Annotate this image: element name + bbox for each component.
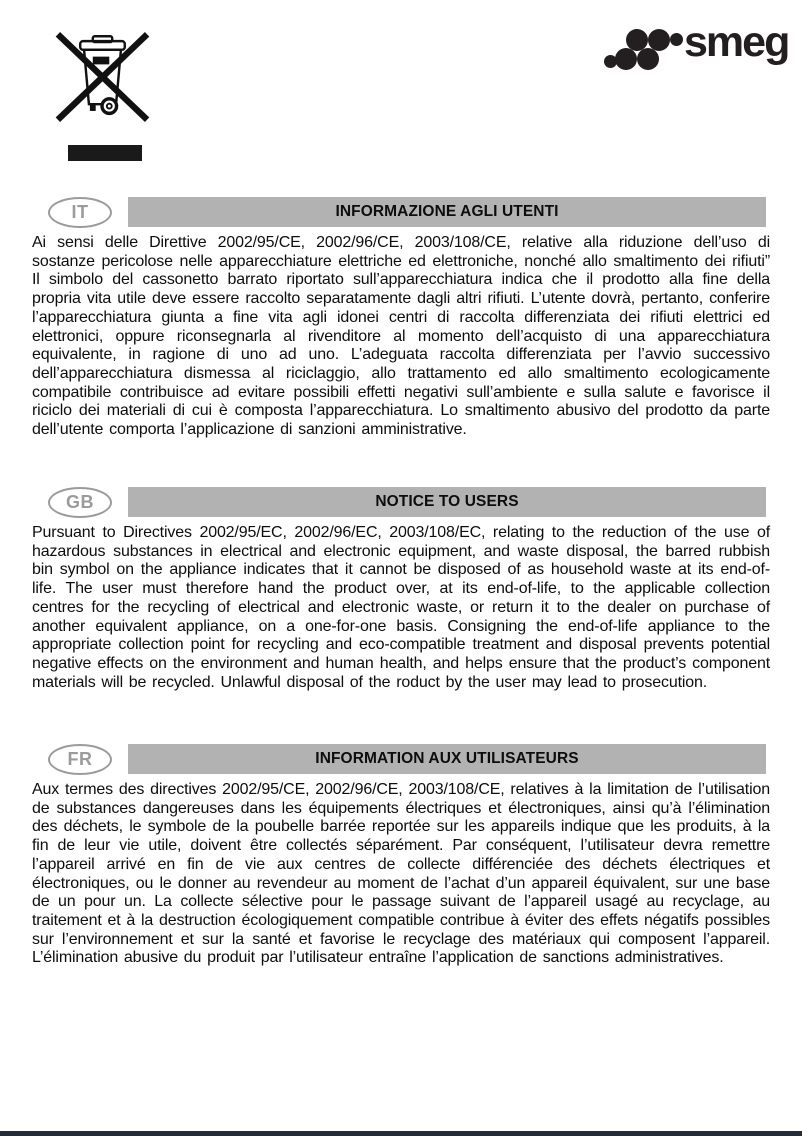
lang-badge-gb xyxy=(48,487,112,518)
smeg-brand-text: smeg xyxy=(684,18,789,66)
footer-accent-bar xyxy=(0,1131,802,1136)
lang-badge-it-label: IT xyxy=(71,202,89,222)
section-title-it: INFORMAZIONE AGLI UTENTI xyxy=(335,203,559,220)
smeg-logo-dot xyxy=(648,29,670,51)
lang-badge-it xyxy=(48,197,112,228)
lang-badge-fr-label: FR xyxy=(67,749,93,769)
smeg-logo-dot xyxy=(615,48,637,70)
smeg-logo-dot xyxy=(670,33,683,46)
section-title-bar-fr xyxy=(128,744,766,774)
section-title-fr: INFORMATION AUX UTILISATEURS xyxy=(315,750,579,767)
smeg-logo-dot xyxy=(637,48,659,70)
section-title-bar-it xyxy=(128,197,766,227)
weee-crossed-bin-icon xyxy=(54,28,151,126)
section-body-it: Ai sensi delle Direttive 2002/95/CE, 2002/96/CE, 2003/108/CE, relative alla riduzione dell’uso di sostanze pericolose nelle apparecchiature elettriche ed elettroniche, nonché allo smaltimento dei rifiuti” Il simbolo del cassonetto barrato riportato sull’apparecchiatura indica che il prodotto alla fine della propria vita utile deve essere raccolto separatamente dagli altri rifiuti. L’utente dovrà, pertanto, conferire l’apparecchiatura giunta a fine vita agli idonei centri di raccolta differenziata dei rifiuti elettrici ed elettronici, oppure riconsegnarla al rivenditore al momento dell’acquisto di una apparecchiatura equivalente, in ragione di uno ad uno. L’adeguata raccolta differenziata per l’avvio successivo dell’apparecchiatura dismessa al riciclaggio, allo trattamento ed allo smaltimento ecologicamente compatibile contribuisce ad evitare possibili effetti negativi sull’ambiente e sulla salute e favorisce il riciclo dei materiali di cui è composta l’apparecchiatura. Lo smaltimento abusivo del prodotto da parte dell’utente comporta l’applicazione di sanzioni amministrative. xyxy=(32,234,770,439)
section-header-gb xyxy=(0,487,802,517)
section-body-gb: Pursuant to Directives 2002/95/EC, 2002/96/EC, 2003/108/EC, relating to the reduction of the use of hazardous substances in electrical and electronic equipment, and waste disposal, the barred rubbish bin symbol on the appliance indicates that it cannot be disposed of as household waste at its end-of-life. The user must therefore hand the product over, at its end-of-life, to the applicable collection centres for the recycling of electrical and electronic waste, or return it to the dealer on purchase of another equivalent appliance, on a one-for-one basis. Consigning the end-of-life appliance to the appropriate collection point for recycling and eco-compatible treatment and disposal prevents potential negative effects on the environment and human health, and helps ensure that the product’s component materials will be recycled. Unlawful disposal of the roduct by the user may lead to prosecution. xyxy=(32,524,770,691)
section-title-bar-gb xyxy=(128,487,766,517)
black-bar xyxy=(68,145,142,161)
lang-badge-fr xyxy=(48,744,112,775)
lang-badge-gb-label: GB xyxy=(66,492,94,512)
section-header-fr xyxy=(0,744,802,774)
section-header-it xyxy=(0,197,802,227)
section-body-fr: Aux termes des directives 2002/95/CE, 2002/96/CE, 2003/108/CE, relatives à la limitation de l’utilisation de substances dangereuses dans les équipements électriques et électroniques, ainsi qu’à l’élimination des déchets, le symbole de la poubelle barrée reportée sur les appareils indique que les produits, à la fin de leur vie utile, doivent être collectés séparément. Par conséquent, l’utilisateur devra remettre l’appareil arrivé en fin de vie aux centres de collecte différenciée des déchets électriques et électroniques, ou le donner au revendeur au moment de l’achat d’un appareil équivalent, sur une base de un pour un. La collecte sélective pour le passage suivant de l’appareil usagé au recyclage, au traitement et à la destruction écologiquement compatible contribue à éviter des effets négatifs possibles sur l’environnement et sur la santé et favorise le recyclage des matériaux qui composent l’appareil. L’élimination abusive du produit par l’utilisateur entraîne l’application de sanctions administratives. xyxy=(32,781,770,967)
section-title-gb: NOTICE TO USERS xyxy=(375,493,519,510)
smeg-logo xyxy=(604,18,800,80)
smeg-logo-dot xyxy=(626,29,648,51)
